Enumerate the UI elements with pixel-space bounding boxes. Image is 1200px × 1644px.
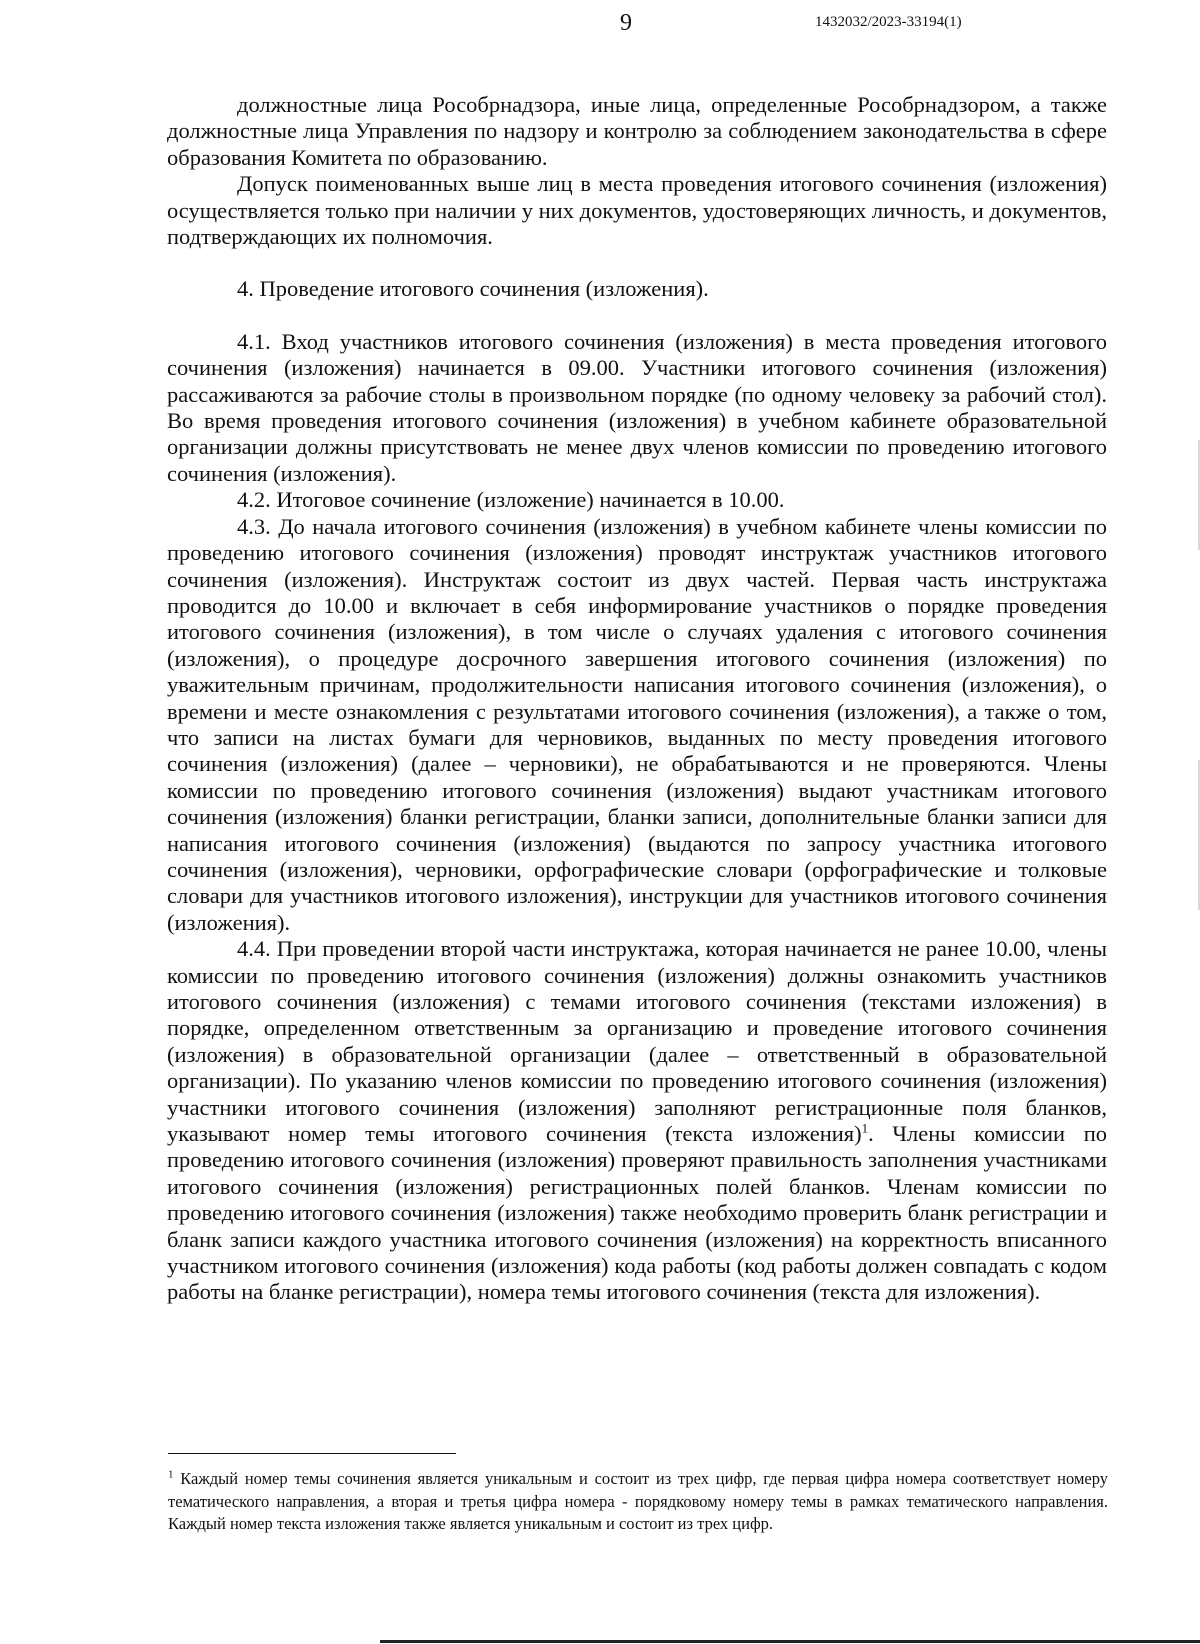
section-heading: 4. Проведение итогового сочинения (изложения).: [237, 276, 709, 302]
item-4-4: [167, 936, 1107, 1306]
footnote-text: Каждый номер темы сочинения является уникальным и состоит из трех цифр, где первая цифра номера соответствует номеру тематического направления, а вторая и третья цифра номера - порядковому номеру темы в рамках тематического направления. Каждый номер текста изложения также является уникальным и состоит из трех цифр.: [168, 1469, 1108, 1533]
document-body: [167, 92, 1107, 1306]
item-4-4-text: 4.4. При проведении второй части инструктажа, которая начинается не ранее 10.00, члены комиссии по проведению итогового сочинения (изложения) должны ознакомить участников итогового сочинения (изложения) с темами итогового сочинения (текстами изложения) в порядке, определенном ответственным за организацию и проведение итогового сочинения (изложения) в образовательной организации (далее – ответственный в образовательной организации). По указанию членов комиссии по проведению итогового сочинения (изложения) участники итогового сочинения (изложения) заполняют регистрационные поля бланков, указывают номер темы итогового сочинения (текста изложения): [167, 936, 1107, 1147]
footnote: [168, 1468, 1108, 1536]
footnote-reference[interactable]: 1: [861, 1120, 869, 1136]
item-4-3: 4.3. До начала итогового сочинения (изложения) в учебном кабинете члены комиссии по проведению итогового сочинения (изложения) проводят инструктаж участников итогового сочинения (изложения). Инструктаж состоит из двух частей. Первая часть инструктажа проводится до 10.00 и включает в себя информирование участников о порядке проведения итогового сочинения (изложения), в том числе о случаях удаления с итогового сочинения (изложения), о процедуре досрочного завершения итогового сочинения (изложения) по уважительным причинам, продолжительности написания итогового сочинения (изложения), о времени и месте ознакомления с результатами итогового сочинения (изложения), а также о том, что записи на листах бумаги для черновиков, выданных по месту проведения итогового сочинения (изложения) (далее – черновики), не обрабатываются и не проверяются. Члены комиссии по проведению итогового сочинения (изложения) выдают участникам итогового сочинения (изложения) бланки регистрации, бланки записи, дополнительные бланки записи для написания итогового сочинения (изложения) (выдаются по запросу участника итогового сочинения (изложения), черновики, орфографические словари (орфографические и толковые словари для участников итогового изложения), инструкции для участников итогового сочинения (изложения).: [167, 513, 1107, 935]
scan-bottom-edge: [380, 1640, 1200, 1643]
item-4-4-continuation: . Члены комиссии по проведению итогового сочинения (изложения) проверяют правильность заполнения участниками итогового сочинения (изложения) регистрационных полей бланков. Членам комиссии по проведению итогового сочинения (изложения) также необходимо проверить бланк регистрации и бланк записи каждого участника итогового сочинения (изложения) на корректность вписанного участником итогового сочинения (изложения) кода работы (код работы должен совпадать с кодом работы на бланке регистрации), номера темы итогового сочинения (текста для изложения).: [167, 1121, 1107, 1305]
page-number: 9: [620, 10, 632, 36]
paragraph-admission: Допуск поименованных выше лиц в места проведения итогового сочинения (изложения) осуществляется только при наличии у них документов, удостоверяющих личность, и документов, подтверждающих их полномочия.: [167, 171, 1107, 250]
footnote-marker: 1: [168, 1468, 174, 1481]
footnote-divider: [168, 1453, 456, 1454]
paragraph-officials: должностные лица Рособрнадзора, иные лица, определенные Рособрнадзором, а также должностные лица Управления по надзору и контролю за соблюдением законодательства в сфере образования Комитета по образованию.: [167, 92, 1107, 170]
document-code: 1432032/2023-33194(1): [815, 14, 962, 30]
item-4-2: 4.2. Итоговое сочинение (изложение) начинается в 10.00.: [237, 487, 785, 513]
item-4-1: 4.1. Вход участников итогового сочинения (изложения) в места проведения итогового сочинения (изложения) начинается в 09.00. Участники итогового сочинения (изложения) рассаживаются за рабочие столы в произвольном порядке (по одному человеку за рабочий стол). Во время проведения итогового сочинения (изложения) в учебном кабинете образовательной организации должны присутствовать не менее двух членов комиссии по проведению итогового сочинения (изложения).: [167, 328, 1107, 486]
